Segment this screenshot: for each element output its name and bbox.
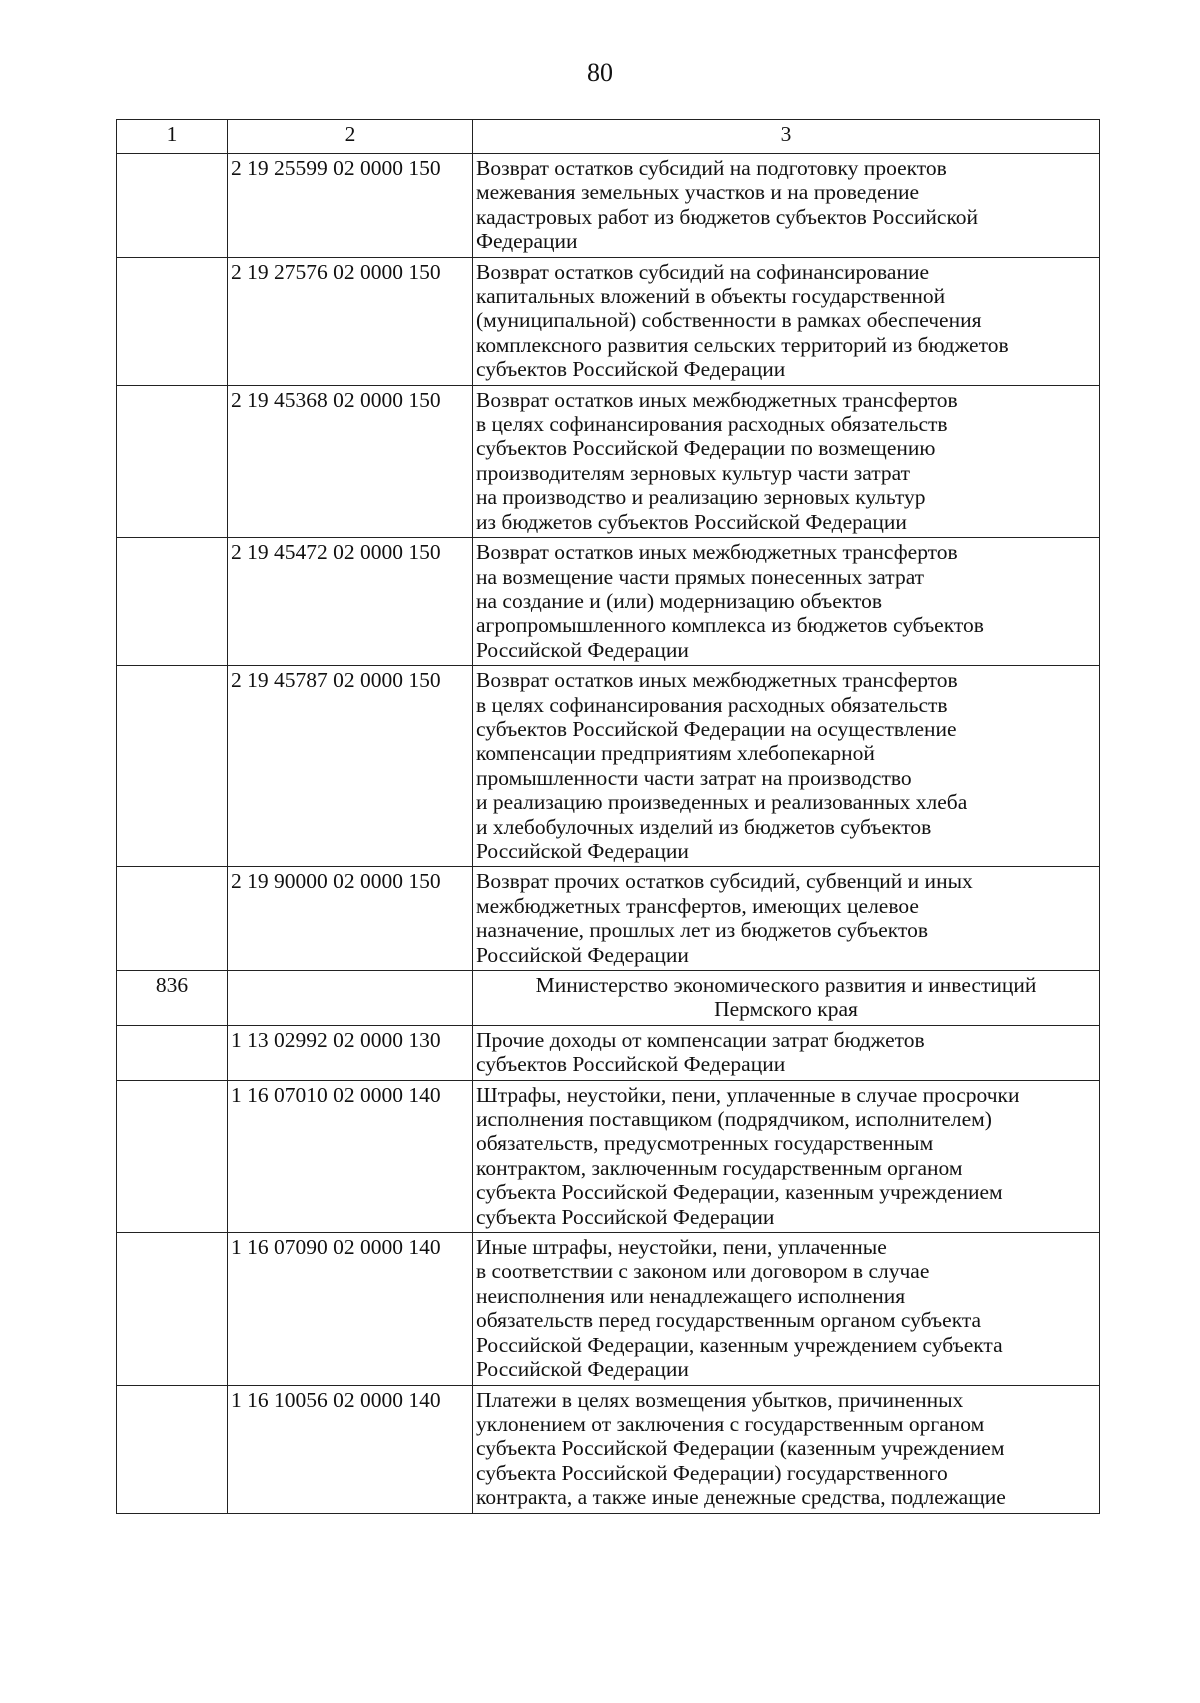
revenue-description-cell: Прочие доходы от компенсации затрат бюджетов субъектов Российской Федерации (473, 1025, 1100, 1080)
admin-code-cell (117, 1385, 228, 1513)
table-row (117, 1025, 1100, 1080)
revenue-code-cell: 2 19 45368 02 0000 150 (228, 385, 473, 537)
revenue-description-cell: Возврат остатков субсидий на подготовку проектов межевания земельных участков и на проведение кадастровых работ из бюджетов субъектов Российской Федерации (473, 154, 1100, 258)
admin-code-cell (117, 538, 228, 666)
revenue-code-cell: 2 19 90000 02 0000 150 (228, 867, 473, 971)
admin-code-cell (117, 257, 228, 385)
admin-code-cell (117, 1233, 228, 1385)
table-row (117, 1233, 1100, 1385)
revenue-code-cell: 2 19 45787 02 0000 150 (228, 666, 473, 867)
table-row (117, 666, 1100, 867)
table-header-row (117, 120, 1100, 154)
revenue-code-cell (228, 971, 473, 1026)
revenue-code-cell: 2 19 45472 02 0000 150 (228, 538, 473, 666)
column-header-2: 2 (228, 120, 473, 154)
revenue-description-cell: Министерство экономического развития и инвестиций Пермского края (473, 971, 1100, 1026)
admin-code-cell: 836 (117, 971, 228, 1026)
revenue-description-cell: Возврат остатков иных межбюджетных трансфертов на возмещение части прямых понесенных затрат на создание и (или) модернизацию объектов агропромышленного комплекса из бюджетов субъектов Российской Федерации (473, 538, 1100, 666)
revenue-description-cell: Возврат прочих остатков субсидий, субвенций и иных межбюджетных трансфертов, имеющих целевое назначение, прошлых лет из бюджетов субъектов Российской Федерации (473, 867, 1100, 971)
admin-code-cell (117, 154, 228, 258)
admin-code-cell (117, 385, 228, 537)
table-body (117, 154, 1100, 1514)
revenue-code-cell: 1 13 02992 02 0000 130 (228, 1025, 473, 1080)
admin-code-cell (117, 666, 228, 867)
column-header-1: 1 (117, 120, 228, 154)
table-row (117, 1385, 1100, 1513)
revenue-description-cell: Иные штрафы, неустойки, пени, уплаченные в соответствии с законом или договором в случае неисполнения или ненадлежащего исполнения обязательств перед государственным органом субъекта Российской Федерации, казенным учреждением субъекта Российской Федерации (473, 1233, 1100, 1385)
table-row (117, 257, 1100, 385)
revenue-code-cell: 1 16 07090 02 0000 140 (228, 1233, 473, 1385)
revenue-code-cell: 2 19 25599 02 0000 150 (228, 154, 473, 258)
admin-code-cell (117, 1025, 228, 1080)
admin-code-cell (117, 1080, 228, 1232)
revenue-code-cell: 1 16 07010 02 0000 140 (228, 1080, 473, 1232)
revenue-description-cell: Возврат остатков иных межбюджетных трансфертов в целях софинансирования расходных обязательств субъектов Российской Федерации на осуществление компенсации предприятиям хлебопекарной промышленности части затрат на производство и реализацию произведенных и реализованных хлеба и хлебобулочных изделий из бюджетов субъектов Российской Федерации (473, 666, 1100, 867)
table-row (117, 154, 1100, 258)
page-number: 80 (587, 58, 613, 87)
budget-revenue-table (116, 119, 1100, 1514)
revenue-code-cell: 1 16 10056 02 0000 140 (228, 1385, 473, 1513)
table-row (117, 538, 1100, 666)
table-row (117, 385, 1100, 537)
revenue-description-cell: Штрафы, неустойки, пени, уплаченные в случае просрочки исполнения поставщиком (подрядчиком, исполнителем) обязательств, предусмотренных государственным контрактом, заключенным государственным органом субъекта Российской Федерации, казенным учреждением субъекта Российской Федерации (473, 1080, 1100, 1232)
column-header-3: 3 (473, 120, 1100, 154)
table-row (117, 971, 1100, 1026)
admin-code-cell (117, 867, 228, 971)
table-row (117, 867, 1100, 971)
revenue-description-cell: Возврат остатков субсидий на софинансирование капитальных вложений в объекты государственной (муниципальной) собственности в рамках обеспечения комплексного развития сельских территорий из бюджетов субъектов Российской Федерации (473, 257, 1100, 385)
revenue-code-cell: 2 19 27576 02 0000 150 (228, 257, 473, 385)
table-row (117, 1080, 1100, 1232)
revenue-description-cell: Возврат остатков иных межбюджетных трансфертов в целях софинансирования расходных обязательств субъектов Российской Федерации по возмещению производителям зерновых культур части затрат на производство и реализацию зерновых культур из бюджетов субъектов Российской Федерации (473, 385, 1100, 537)
revenue-description-cell: Платежи в целях возмещения убытков, причиненных уклонением от заключения с государственным органом субъекта Российской Федерации (казенным учреждением субъекта Российской Федерации) государственного контракта, а также иные денежные средства, подлежащие (473, 1385, 1100, 1513)
